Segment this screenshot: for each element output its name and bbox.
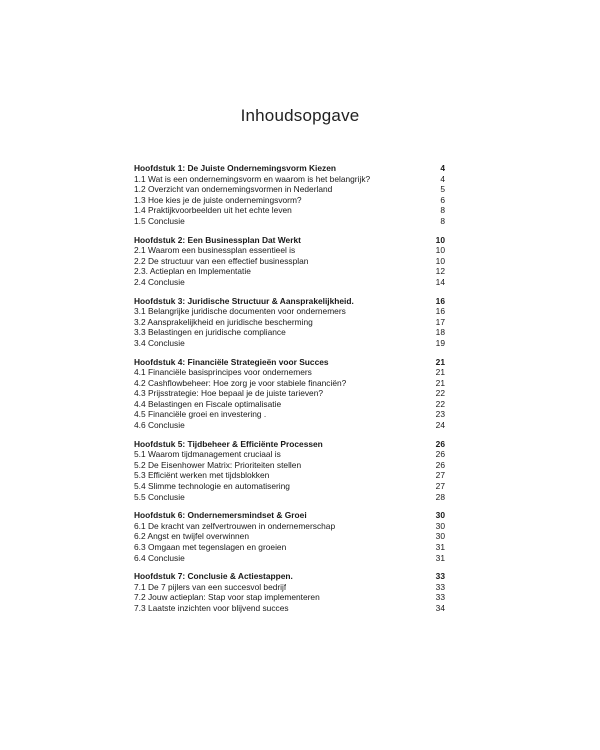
toc-entry-title: 6.2 Angst en twijfel overwinnen — [134, 531, 249, 542]
toc-entry[interactable] — [134, 378, 445, 389]
toc-entry-title: 1.2 Overzicht van ondernemingsvormen in Nederland — [134, 184, 333, 195]
toc-entry[interactable] — [134, 277, 445, 288]
toc-entry-page-number: 23 — [435, 409, 445, 420]
toc-entry[interactable] — [134, 317, 445, 328]
toc-entry-page-number: 6 — [440, 194, 445, 205]
toc-entry-title: 1.4 Praktijkvoorbeelden uit het echte leven — [134, 205, 292, 216]
toc-entry-title: 5.3 Efficiënt werken met tijdsblokken — [134, 470, 270, 481]
toc-entry-title: 4.6 Conclusie — [134, 420, 185, 431]
toc-entry-title: 5.4 Slimme technologie en automatisering — [134, 481, 290, 492]
chapter-title: Hoofdstuk 4: Financiële Strategieën voor Succes — [134, 356, 329, 367]
toc-entry-title: 3.3 Belastingen en juridische compliance — [134, 327, 286, 338]
toc-entry[interactable] — [134, 306, 445, 317]
chapter-heading[interactable] — [134, 439, 445, 450]
chapter-page-number: 21 — [435, 356, 445, 367]
toc-entry-page-number: 10 — [435, 245, 445, 256]
chapter-title: Hoofdstuk 2: Een Businessplan Dat Werkt — [134, 234, 301, 245]
toc-entry[interactable] — [134, 521, 445, 532]
toc-entry[interactable] — [134, 327, 445, 338]
toc-entry-title: 1.5 Conclusie — [134, 215, 185, 226]
toc-entry-title: 3.4 Conclusie — [134, 337, 185, 348]
toc-entry-page-number: 26 — [435, 449, 445, 460]
toc-entry[interactable] — [134, 592, 445, 603]
toc-entry[interactable] — [134, 409, 445, 420]
toc-entry[interactable] — [134, 184, 445, 195]
toc-entry[interactable] — [134, 603, 445, 614]
toc-entry-title: 2.1 Waarom een businessplan essentieel is — [134, 245, 296, 256]
table-of-contents — [134, 163, 445, 622]
chapter-2 — [134, 235, 445, 288]
chapter-6 — [134, 510, 445, 563]
toc-entry-page-number: 21 — [435, 377, 445, 388]
toc-entry[interactable] — [134, 449, 445, 460]
toc-entry[interactable] — [134, 492, 445, 503]
toc-entry-page-number: 21 — [435, 367, 445, 378]
toc-entry-title: 2.2 De structuur van een effectief businessplan — [134, 255, 309, 266]
toc-entry[interactable] — [134, 399, 445, 410]
toc-entry-page-number: 33 — [435, 592, 445, 603]
chapter-page-number: 10 — [435, 234, 445, 245]
toc-entry[interactable] — [134, 460, 445, 471]
toc-entry-page-number: 17 — [435, 316, 445, 327]
toc-entry[interactable] — [134, 367, 445, 378]
toc-entry-page-number: 31 — [435, 552, 445, 563]
toc-entry-title: 1.3 Hoe kies je de juiste ondernemingsvorm? — [134, 194, 302, 205]
toc-entry[interactable] — [134, 542, 445, 553]
chapter-title: Hoofdstuk 5: Tijdbeheer & Efficiënte Processen — [134, 438, 323, 449]
toc-entry[interactable] — [134, 481, 445, 492]
chapter-title: Hoofdstuk 7: Conclusie & Actiestappen. — [134, 571, 293, 582]
chapter-heading[interactable] — [134, 510, 445, 521]
toc-entry[interactable] — [134, 216, 445, 227]
toc-entry-page-number: 18 — [435, 327, 445, 338]
toc-entry-page-number: 33 — [435, 581, 445, 592]
chapter-heading[interactable] — [134, 163, 445, 174]
chapter-heading[interactable] — [134, 296, 445, 307]
toc-entry-page-number: 24 — [435, 420, 445, 431]
chapter-page-number: 16 — [435, 295, 445, 306]
chapter-page-number: 30 — [435, 510, 445, 521]
chapter-heading[interactable] — [134, 235, 445, 246]
toc-entry-title: 3.1 Belangrijke juridische documenten voor ondernemers — [134, 306, 346, 317]
toc-entry-page-number: 27 — [435, 481, 445, 492]
toc-entry-title: 5.5 Conclusie — [134, 491, 185, 502]
toc-entry[interactable] — [134, 174, 445, 185]
toc-entry-page-number: 28 — [435, 491, 445, 502]
page-title: Inhoudsopgave — [240, 106, 360, 125]
chapter-7 — [134, 571, 445, 613]
toc-entry-title: 6.1 De kracht van zelfvertrouwen in ondernemerschap — [134, 520, 336, 531]
toc-entry-page-number: 34 — [435, 602, 445, 613]
toc-entry-page-number: 12 — [435, 266, 445, 277]
toc-entry[interactable] — [134, 205, 445, 216]
toc-entry[interactable] — [134, 256, 445, 267]
toc-entry[interactable] — [134, 245, 445, 256]
toc-entry-page-number: 30 — [435, 531, 445, 542]
toc-entry-page-number: 22 — [435, 388, 445, 399]
chapter-title: Hoofdstuk 6: Ondernemersmindset & Groei — [134, 510, 307, 521]
toc-entry-title: 6.4 Conclusie — [134, 552, 185, 563]
toc-entry-title: 5.2 De Eisenhower Matrix: Prioriteiten stellen — [134, 459, 302, 470]
toc-entry-title: 7.3 Laatste inzichten voor blijvend succes — [134, 602, 289, 613]
toc-entry-title: 4.4 Belastingen en Fiscale optimalisatie — [134, 398, 282, 409]
chapter-1 — [134, 163, 445, 227]
toc-entry-title: 4.2 Cashflowbeheer: Hoe zorg je voor stabiele financiën? — [134, 377, 347, 388]
toc-entry[interactable] — [134, 582, 445, 593]
toc-entry[interactable] — [134, 420, 445, 431]
toc-entry-page-number: 14 — [435, 276, 445, 287]
toc-entry-title: 6.3 Omgaan met tegenslagen en groeien — [134, 542, 287, 552]
toc-entry-title: 5.1 Waarom tijdmanagement cruciaal is — [134, 449, 281, 460]
toc-entry[interactable] — [134, 388, 445, 399]
toc-entry-page-number: 10 — [435, 255, 445, 266]
toc-entry[interactable] — [134, 470, 445, 481]
toc-entry-title: 4.5 Financiële groei en investering . — [134, 409, 267, 420]
toc-entry-title: 4.1 Financiële basisprincipes voor ondernemers — [134, 367, 312, 378]
toc-entry-title: 2.4 Conclusie — [134, 276, 185, 287]
toc-entry-page-number: 26 — [435, 459, 445, 470]
toc-entry-title: 4.3 Prijsstrategie: Hoe bepaal je de juiste tarieven? — [134, 388, 324, 399]
toc-entry[interactable] — [134, 266, 445, 277]
toc-entry[interactable] — [134, 195, 445, 206]
chapter-3 — [134, 296, 445, 349]
toc-entry-page-number: 4 — [440, 173, 445, 184]
chapter-4 — [134, 357, 445, 431]
toc-entry[interactable] — [134, 531, 445, 542]
chapter-5 — [134, 439, 445, 503]
toc-entry-title: 2.3. Actieplan en Implementatie — [134, 266, 251, 277]
chapter-page-number: 26 — [435, 438, 445, 449]
toc-entry[interactable] — [134, 338, 445, 349]
toc-entry[interactable] — [134, 553, 445, 564]
toc-entry-title: 3.2 Aansprakelijkheid en juridische bescherming — [134, 316, 313, 327]
toc-entry-title: 7.2 Jouw actieplan: Stap voor stap implementeren — [134, 592, 320, 603]
toc-entry-page-number: 16 — [435, 306, 445, 317]
chapter-page-number: 33 — [435, 571, 445, 582]
toc-entry-page-number: 8 — [440, 205, 445, 216]
toc-entry-page-number: 8 — [440, 215, 445, 226]
toc-entry-page-number: 30 — [435, 520, 445, 531]
chapter-title: Hoofdstuk 1: De Juiste Ondernemingsvorm Kiezen — [134, 163, 336, 173]
toc-entry-page-number: 19 — [435, 337, 445, 348]
chapter-heading[interactable] — [134, 357, 445, 368]
chapter-page-number: 4 — [440, 163, 445, 173]
toc-entry-title: 1.1 Wat is een ondernemingsvorm en waarom is het belangrijk? — [134, 173, 371, 184]
toc-entry-page-number: 27 — [435, 470, 445, 481]
toc-entry-page-number: 22 — [435, 398, 445, 409]
toc-entry-page-number: 31 — [435, 542, 445, 552]
chapter-title: Hoofdstuk 3: Juridische Structuur & Aansprakelijkheid. — [134, 295, 354, 306]
toc-entry-page-number: 5 — [440, 184, 445, 195]
toc-entry-title: 7.1 De 7 pijlers van een succesvol bedrijf — [134, 581, 287, 592]
chapter-heading[interactable] — [134, 571, 445, 582]
